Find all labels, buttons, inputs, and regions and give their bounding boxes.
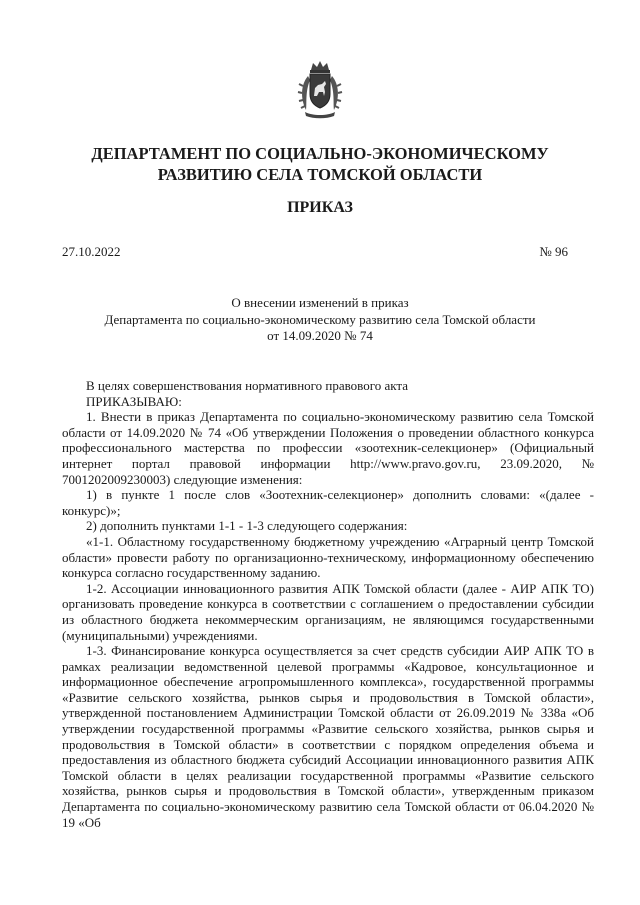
subject-line3: от 14.09.2020 № 74 — [267, 328, 373, 343]
paragraph-subitem-1: 1) в пункте 1 после слов «Зоотехник-селекционер» дополнить словами: «(далее - конкурс)»; — [62, 487, 594, 518]
paragraph-clause-1-1: «1-1. Областному государственному бюджетному учреждению «Аграрный центр Томской области» провести работу по организационно-техническому, информационному обеспечению конкурса согласно государственному заданию. — [62, 533, 594, 581]
paragraph-clause-1-3: 1-3. Финансирование конкурса осуществляется за счет средств субсидии АИР АПК ТО в рамках реализации ведомственной целевой программы «Кадровое, консультационное и информационное обеспечение агропромышленного комплекса», государственной программы «Развитие сельского хозяйства, рынков сырья и продовольствия в Томской области», утвержденной постановлением Администрации Томской области от 26.09.2019 № 338а «Об утверждении государственной программы «Развитие сельского хозяйства, рынков сырья и продовольствия в Томской области» в соответствии с порядком определения объема и предоставления из областного бюджета субсидий Ассоциации инновационного развития АПК Томской области в целях реализации государственной программы «Развитие сельского хозяйства, рынков сырья и продовольствия в Томской области», утвержденным приказом Департамента по социально-экономическому развитию села Томской области от 06.04.2020 № 19 «Об — [62, 643, 594, 830]
department-header — [0, 143, 640, 185]
subject-line2: Департамента по социально-экономическому развитию села Томской области — [104, 311, 536, 327]
subject-line1: О внесении изменений в приказ — [231, 295, 409, 310]
document-number: № 96 — [539, 244, 568, 259]
paragraph-subitem-2: 2) дополнить пунктами 1-1 - 1-3 следующего содержания: — [86, 518, 408, 534]
document-type: ПРИКАЗ — [287, 199, 353, 216]
department-name-line2: РАЗВИТИЮ СЕЛА ТОМСКОЙ ОБЛАСТИ — [157, 165, 483, 184]
document-body — [62, 378, 594, 830]
coat-of-arms-icon — [297, 60, 343, 120]
department-name-line1: ДЕПАРТАМЕНТ ПО СОЦИАЛЬНО-ЭКОНОМИЧЕСКОМУ — [91, 144, 549, 163]
paragraph-order: ПРИКАЗЫВАЮ: — [86, 393, 182, 409]
paragraph-clause-1-2: 1-2. Ассоциации инновационного развития АПК Томской области (далее - АИР АПК ТО) организовать проведение конкурса в соответствии с соглашением о предоставлении субсидии из областного бюджета некоммерческим организациям, не являющимся государственными (муниципальными) учреждениями. — [62, 580, 594, 643]
paragraph-preamble: В целях совершенствования нормативного правового акта — [86, 378, 409, 393]
document-date: 27.10.2022 — [62, 244, 121, 259]
paragraph-item-1: 1. Внести в приказ Департамента по социально-экономическому развитию села Томской области от 14.09.2020 № 74 «Об утверждении Положения о проведении областного конкурса профессионального мастерства по профессии «зоотехник-селекционер» (Официальный интернет портал правовой информации http://www.pravo.gov.ru, 23.09.2020, № 7001202009230003) следующие изменения: — [62, 409, 594, 487]
document-subject — [0, 295, 640, 345]
